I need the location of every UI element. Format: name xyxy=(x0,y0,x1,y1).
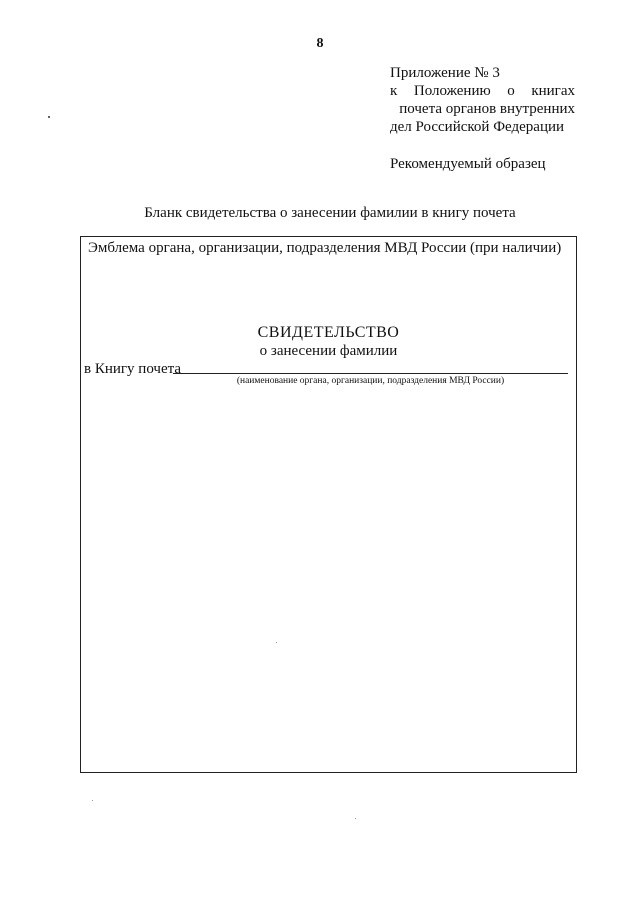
fill-in-line xyxy=(173,373,568,374)
appendix-word: Положению xyxy=(413,83,491,99)
certificate-title: СВИДЕТЕЛЬСТВО xyxy=(257,324,400,341)
page-number: 8 xyxy=(316,36,324,51)
appendix-line-1: Приложение № 3 xyxy=(390,65,500,81)
sample-label: Рекомендуемый образец xyxy=(390,156,546,172)
book-label: в Книгу почета xyxy=(84,361,182,377)
appendix-word: к xyxy=(390,83,398,99)
document-title: Бланк свидетельства о занесении фамилии в книгу почета xyxy=(144,205,516,221)
stray-dot xyxy=(48,116,50,118)
emblem-placeholder: Эмблема органа, организации, подразделения МВД России (при наличии) xyxy=(88,240,562,256)
appendix-line-2 xyxy=(390,82,575,100)
appendix-word: о xyxy=(507,83,515,99)
appendix-line-4: дел Российской Федерации xyxy=(390,119,565,135)
appendix-line-3: почета органов внутренних xyxy=(399,101,575,117)
appendix-block xyxy=(390,64,575,173)
scan-speck xyxy=(92,800,93,801)
scan-speck xyxy=(355,818,356,819)
scan-speck xyxy=(276,642,277,643)
certificate-form-frame xyxy=(80,236,577,773)
fill-in-hint: (наименование органа, организации, подразделения МВД России) xyxy=(236,376,505,386)
certificate-subtitle: о занесении фамилии xyxy=(259,343,398,359)
appendix-word: книгах xyxy=(531,83,575,99)
